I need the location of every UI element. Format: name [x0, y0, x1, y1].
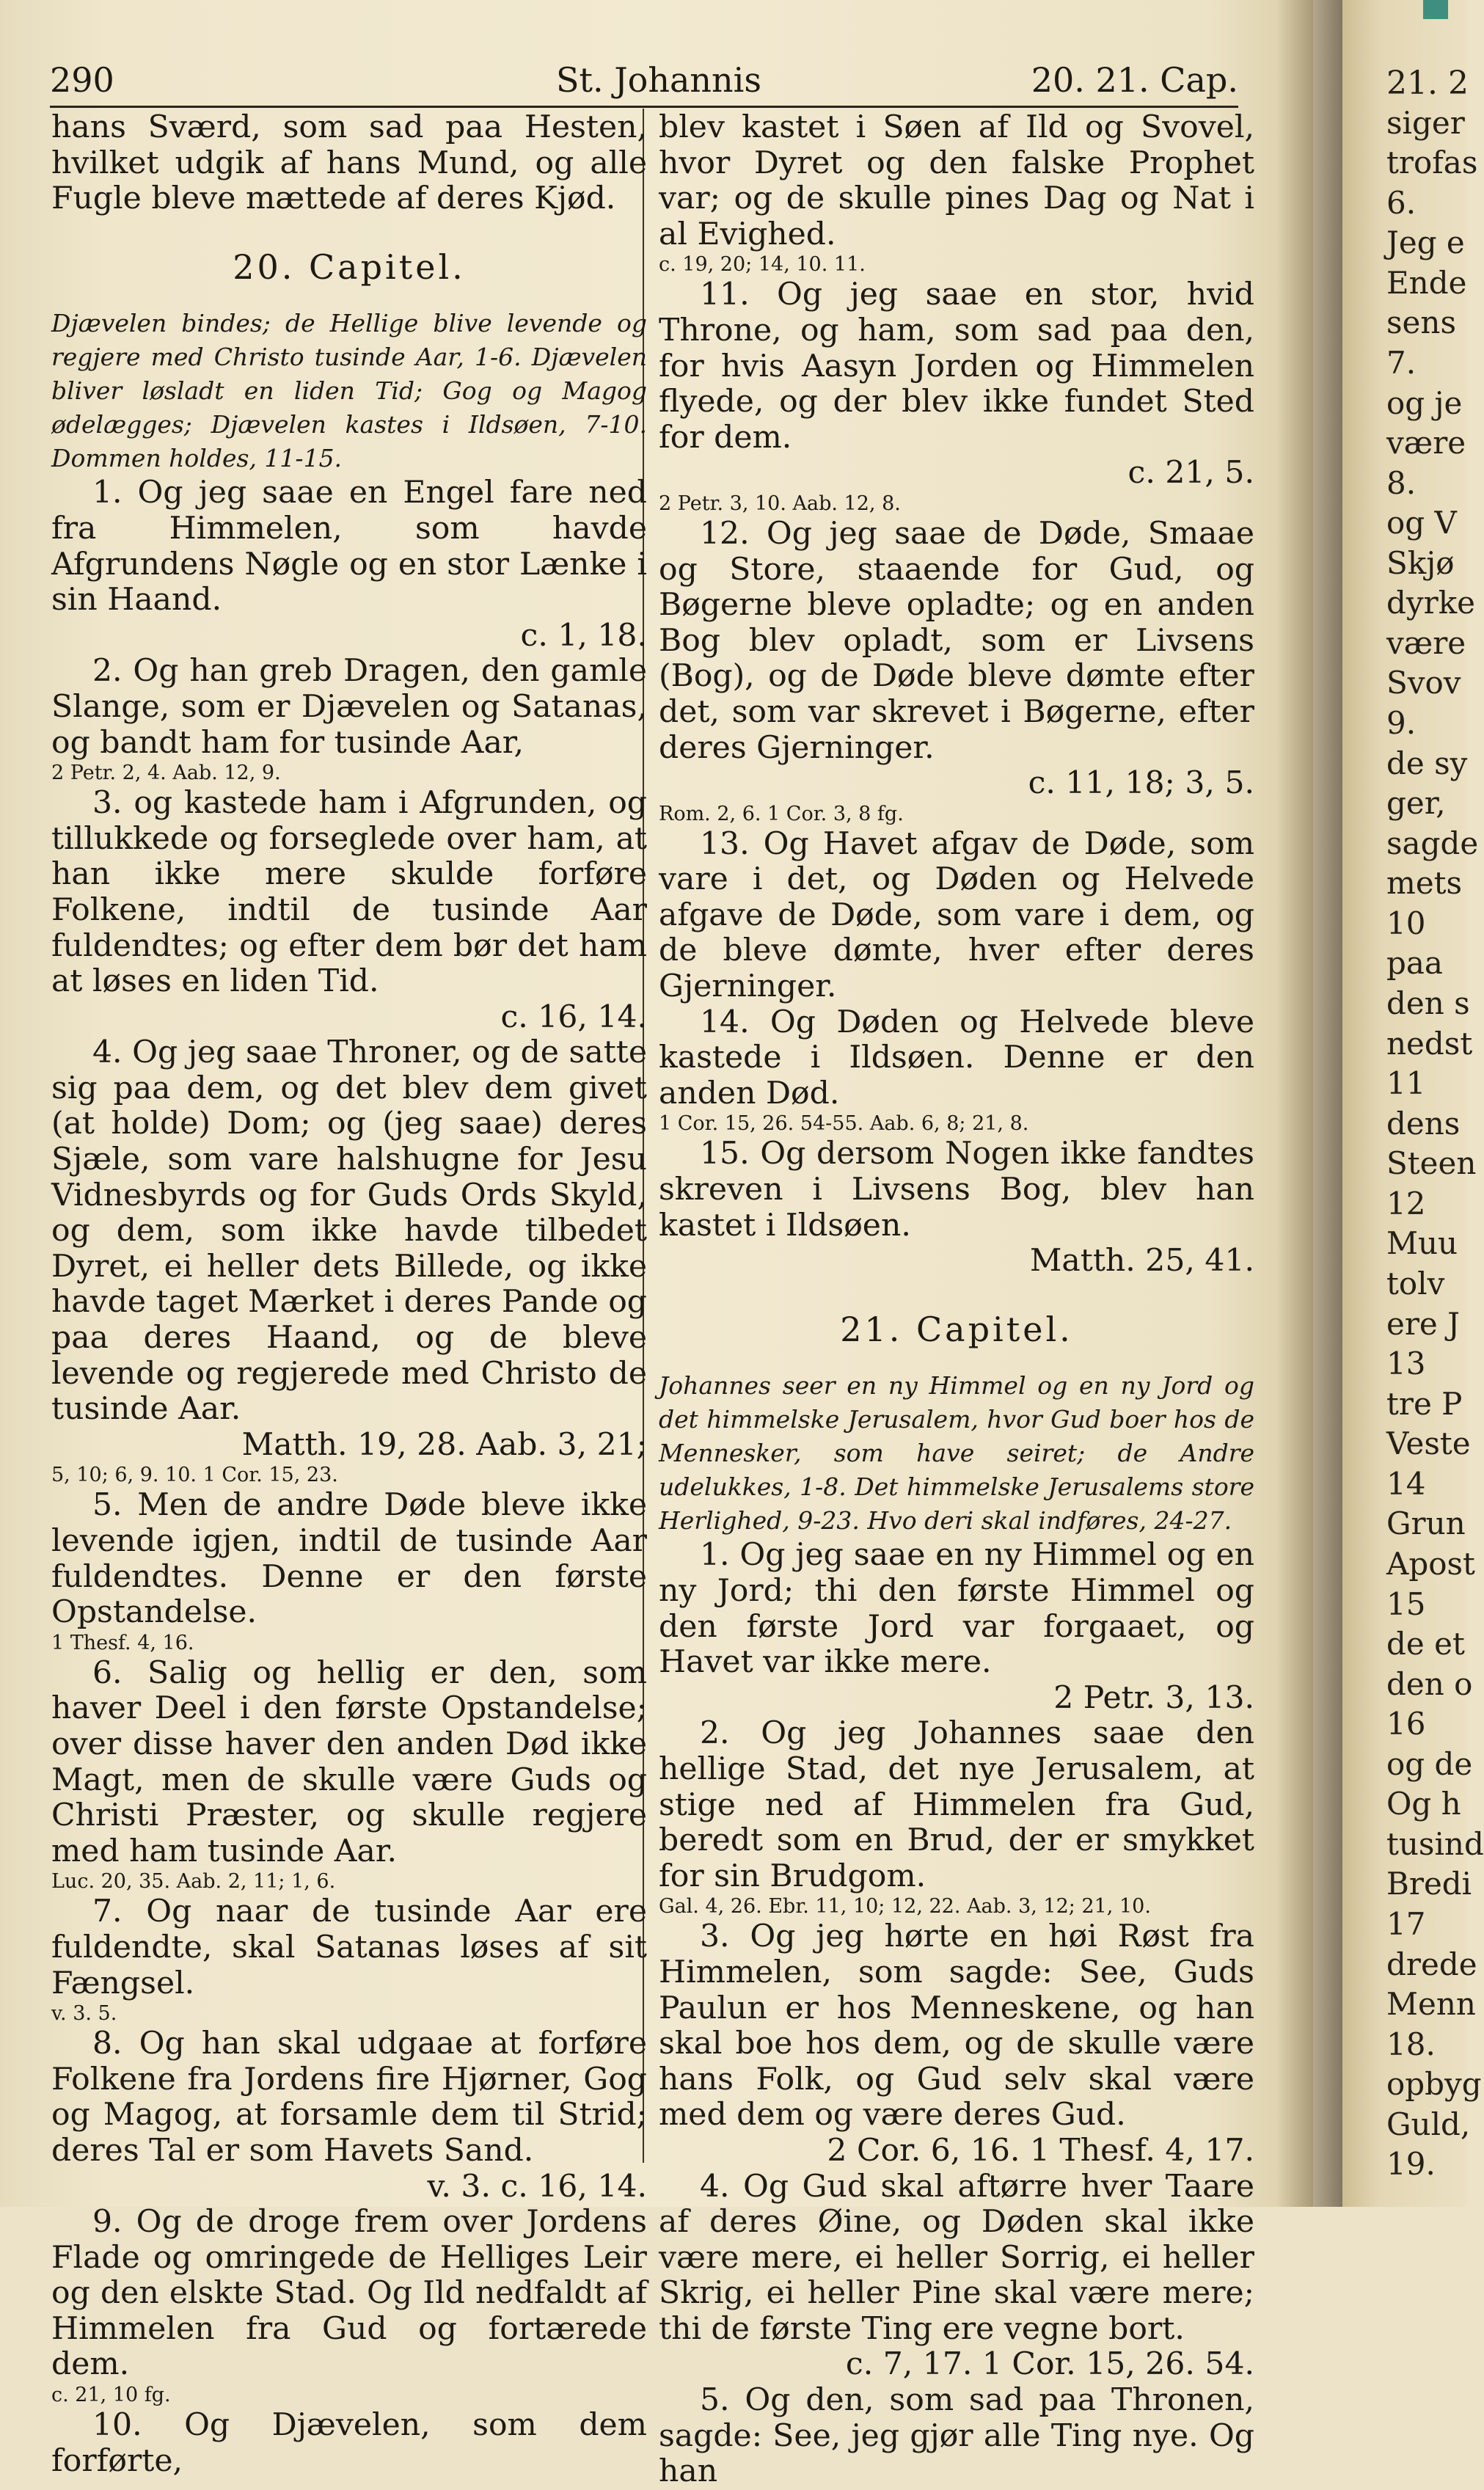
next-page-fragment: nedst [1386, 1025, 1473, 1062]
verse-ref: c. 11, 18; 3, 5. [1028, 765, 1254, 802]
running-head [50, 60, 1238, 104]
verse-20-6: 6. Salig og hellig er den, som haver Deel i den første Opstandelse; over disse haver den anden Død ikke Magt, men de skulle være Guds og Christi Præster, og skulle regjere med ham tusinde Aar. [51, 1654, 647, 1869]
cross-reference: Luc. 20, 35. Aab. 2, 11; 1, 6. [51, 1870, 336, 1894]
cross-reference: 1 Cor. 15, 26. 54-55. Aab. 6, 8; 21, 8. [659, 1112, 1029, 1136]
verse-20-8: 8. Og han skal udgaae at forføre Folkene fra Jordens fire Hjørner, Gog og Magog, at forsamle dem til Strid; deres Tal er som Havets Sand. v. 3. c. 16, 14. [51, 2026, 647, 2205]
verse-ref: 2 Cor. 6, 16. 1 Thesf. 4, 17. [827, 2132, 1254, 2169]
next-page-fragment: Og h [1386, 1786, 1461, 1822]
next-page-fragment: den o [1386, 1665, 1473, 1702]
next-page-fragment: Veste [1386, 1425, 1471, 1462]
next-page-fragment: 17 [1386, 1906, 1426, 1943]
next-page-fragment: 9. [1386, 705, 1417, 742]
verse-ref: 2 Petr. 3, 13. [1053, 1679, 1254, 1716]
verse-20-11: 11. Og jeg saae en stor, hvid Throne, og ham, som sad paa den, for hvis Aasyn Jorden og Himmelen flyede, og der blev ikke fundet Sted for dem. c. 21, 5. [659, 277, 1254, 492]
next-page-fragment: Grun [1386, 1505, 1466, 1542]
verse-ref: c. 1, 18. [520, 617, 647, 654]
chapter-20-title: 20. Capitel. [233, 247, 466, 287]
chapter-21-summary: Johannes seer en ny Himmel og en ny Jord og det himmelske Jerusalem, hvor Gud boer hos de Mennesker, som have seiret; de Andre udelukkes, 1-8. Det himmelske Jerusalems store Herlighed, 9-23. Hvo deri skal indføres, 24-27. [659, 1371, 1254, 1536]
next-page-fragment: Bredi [1386, 1866, 1472, 1902]
next-page-fragment: 7. [1386, 344, 1417, 381]
gutter-shadow [1276, 0, 1342, 2207]
next-page-fragment: Steen [1386, 1145, 1477, 1182]
cross-reference: Gal. 4, 26. Ebr. 11, 10; 12, 22. Aab. 3, 12; 21, 10. [659, 1895, 1151, 1918]
verse-20-1: 1. Og jeg saae en Engel fare ned fra Himmelen, som havde Afgrundens Nøgle og en stor Lænke i sin Haand. c. 1, 18. [51, 475, 647, 654]
next-page-fragment: Muu [1386, 1225, 1458, 1262]
verse-continuation: hans Sværd, som sad paa Hesten, hvilket udgik af hans Mund, og alle Fugle bleve mættede af deres Kjød. [51, 109, 647, 217]
next-page-fragment: dens [1386, 1105, 1461, 1142]
verse-20-4: 4. Og jeg saae Throner, og de satte sig paa dem, og det blev dem givet (at holde) Dom; og (jeg saae) deres Sjæle, som vare halshugne for Jesu Vidnesbyrds og for Guds Ords Skyld, og dem, som ikke havde tilbedet Dyret, ei heller dets Billede, og ikke havde taget Mærket i deres Pande og paa deres Haand, og de bleve levende og regjerede med Christo de tusinde Aar. Matth. 19, 28. Aab. 3, 21; [51, 1034, 647, 1463]
next-page-fragment: 18. [1386, 2026, 1436, 2062]
next-page-fragment: paa [1386, 945, 1443, 982]
next-page-fragment: sens [1386, 304, 1457, 341]
verse-20-10-start: 10. Og Djævelen, som dem forførte, [51, 2407, 647, 2479]
next-page-fragment: dyrke [1386, 585, 1475, 621]
next-page-fragment: 8. [1386, 464, 1417, 501]
next-page-fragment: 19. [1386, 2146, 1436, 2183]
verse-20-13: 13. Og Havet afgav de Døde, som vare i det, og Døden og Helvede afgave de Døde, som vare i dem, og de bleve dømte, hver efter deres Gjerninger. [659, 825, 1254, 1005]
next-page-fragment: tre P [1386, 1385, 1463, 1422]
next-page-fragment: 13 [1386, 1346, 1426, 1382]
verse-ref: c. 21, 5. [1127, 455, 1254, 492]
right-column [659, 110, 1254, 2490]
next-page-fragment: tusind [1386, 1825, 1484, 1862]
cross-reference: Rom. 2, 6. 1 Cor. 3, 8 fg. [659, 802, 904, 825]
cross-reference: c. 21, 10 fg. [51, 2384, 171, 2407]
cross-reference: c. 19, 20; 14, 10. 11. [659, 253, 866, 277]
next-page-fragment: 15 [1386, 1585, 1426, 1622]
next-page-fragment: Guld, [1386, 2106, 1471, 2142]
next-page-fragment: drede [1386, 1946, 1477, 1982]
next-page-fragment: sagde [1386, 825, 1479, 861]
next-page-fragment: Apost [1386, 1545, 1475, 1582]
next-page-fragment: Svov [1386, 665, 1461, 701]
verse-20-15: 15. Og dersom Nogen ikke fandtes skreven i Livsens Bog, blev han kastet i Ildsøen. Matth. 25, 41. [659, 1136, 1254, 1279]
next-page-fragment: trofas [1386, 145, 1478, 181]
bookmark-tab [1423, 0, 1448, 19]
next-page-fragment: tolv [1386, 1265, 1445, 1301]
verse-ref: Matth. 19, 28. Aab. 3, 21; [241, 1426, 647, 1463]
chapter-range: 20. 21. Cap. [1031, 60, 1238, 100]
next-page-fragment: de et [1386, 1626, 1465, 1662]
next-page-fragment: og de [1386, 1745, 1473, 1782]
verse-21-3: 3. Og jeg hørte en høi Røst fra Himmelen, som sagde: See, Guds Paulun er hos Menneskene, og han skal boe hos dem, og de skulle være hans Folk, og Gud selv skal være med dem og være deres Gud. 2 Cor. 6, 16. 1 Thesf. 4, 17. [659, 1918, 1254, 2169]
verse-20-14: 14. Og Døden og Helvede bleve kastede i Ildsøen. Denne er den anden Død. [659, 1004, 1254, 1111]
chapter-20-summary: Djævelen bindes; de Hellige blive levende og regjere med Christo tusinde Aar, 1-6. Djævelen bliver løsladt en liden Tid; Gog og Magog ødelægges; Djævelen kastes i Ildsøen, 7-10. Dommen holdes, 11-15. [51, 309, 647, 473]
next-page-fragment: 14 [1386, 1465, 1426, 1502]
next-page-fragment: være [1386, 624, 1466, 661]
verse-20-3: 3. og kastede ham i Afgrunden, og tillukkede og forseglede over ham, at han ikke mere skulde forføre Folkene, indtil de tusinde Aar fuldendtes; og efter dem bør det ham at løses en liden Tid. c. 16, 14. [51, 785, 647, 1035]
verse-20-2: 2. Og han greb Dragen, den gamle Slange, som er Djævelen og Satanas, og bandt ham for tusinde Aar, [51, 653, 647, 761]
next-page-fragment: ere J [1386, 1305, 1460, 1342]
next-page-fragment: og je [1386, 384, 1463, 421]
verse-ref: c. 16, 14. [500, 998, 647, 1035]
next-page-fragment: og V [1386, 505, 1457, 541]
next-page-fragment: Ende [1386, 264, 1467, 301]
next-page-fragment: Menn [1386, 1986, 1476, 2023]
page-number: 290 [50, 60, 114, 100]
verse-21-1: 1. Og jeg saae en ny Himmel og en ny Jord; thi den første Himmel og den første Jord var forgaaet, og Havet var ikke mere. 2 Petr. 3, 13. [659, 1537, 1254, 1716]
verse-20-9: 9. Og de droge frem over Jordens Flade og omringede de Helliges Leir og den elskte Stad. Og Ild nedfaldt af Himmelen fra Gud og fortærede dem. [51, 2204, 647, 2383]
book-title: St. Johannis [556, 60, 761, 100]
next-page-fragment: være [1386, 425, 1466, 461]
next-page-fragment: 16 [1386, 1706, 1426, 1742]
verse-21-5-start: 5. Og den, som sad paa Thronen, sagde: See, jeg gjør alle Ting nye. Og han [659, 2382, 1254, 2490]
verse-20-12: 12. Og jeg saae de Døde, Smaae og Store, staaende for Gud, og Bøgerne bleve opladte; og en anden Bog blev opladt, som er Livsens (Bog), og de Døde bleve dømte efter det, som var skrevet i Bøgerne, efter deres Gjerninger. c. 11, 18; 3, 5. [659, 515, 1254, 802]
next-page-fragment: Jeg e [1386, 224, 1465, 261]
verse-20-10-end: blev kastet i Søen af Ild og Svovel, hvor Dyret og den falske Prophet var; og de skulle pines Dag og Nat i al Evighed. [659, 109, 1254, 252]
next-page-edge [1342, 0, 1484, 2207]
verse-ref: Matth. 25, 41. [1029, 1243, 1254, 1279]
verse-ref: v. 3. c. 16, 14. [427, 2168, 647, 2205]
verse-21-4: 4. Og Gud skal aftørre hver Taare af deres Øine, og Døden skal ikke være mere, ei heller Sorrig, ei heller Skrig, ei heller Pine skal være mere; thi de første Ting ere vegne bort. c. 7, 17. 1 Cor. 15, 26. 54. [659, 2168, 1254, 2383]
next-page-fragment: Skjø [1386, 544, 1455, 581]
chapter-21-title: 21. Capitel. [840, 1309, 1073, 1349]
next-page-fragment: mets [1386, 865, 1463, 902]
next-page-fragment: 6. [1386, 184, 1417, 221]
header-rule [50, 106, 1238, 108]
next-page-fragment: den s [1386, 985, 1470, 1022]
verse-21-2: 2. Og jeg Johannes saae den hellige Stad, det nye Jerusalem, at stige ned af Himmelen fra Gud, beredt som en Brud, der er smykket for sin Brudgom. [659, 1715, 1254, 1894]
next-page-fragment: ger, [1386, 785, 1446, 822]
verse-ref: c. 7, 17. 1 Cor. 15, 26. 54. [845, 2346, 1254, 2383]
verse-20-7: 7. Og naar de tusinde Aar ere fuldendte, skal Satanas løses af sit Fængsel. [51, 1894, 647, 2001]
cross-reference: 2 Petr. 2, 4. Aab. 12, 9. [51, 762, 281, 785]
cross-reference: v. 3. 5. [51, 2002, 117, 2026]
next-page-fragment: 12 [1386, 1185, 1426, 1222]
cross-reference: 1 Thesf. 4, 16. [51, 1631, 194, 1654]
verse-20-5: 5. Men de andre Døde bleve ikke levende igjen, indtil de tusinde Aar fuldendtes. Denne er den første Opstandelse. [51, 1487, 647, 1631]
next-page-fragment: 10 [1386, 905, 1426, 941]
left-column [51, 110, 647, 2479]
next-page-fragment: opbyg [1386, 2066, 1482, 2103]
cross-reference: 2 Petr. 3, 10. Aab. 12, 8. [659, 492, 901, 515]
next-page-fragment: 21. 2 [1386, 65, 1469, 102]
cross-reference: 5, 10; 6, 9. 10. 1 Cor. 15, 23. [51, 1464, 338, 1487]
next-page-fragment: de sy [1386, 745, 1468, 781]
next-page-fragment: siger [1386, 104, 1465, 141]
next-page-fragment: 11 [1386, 1065, 1426, 1102]
